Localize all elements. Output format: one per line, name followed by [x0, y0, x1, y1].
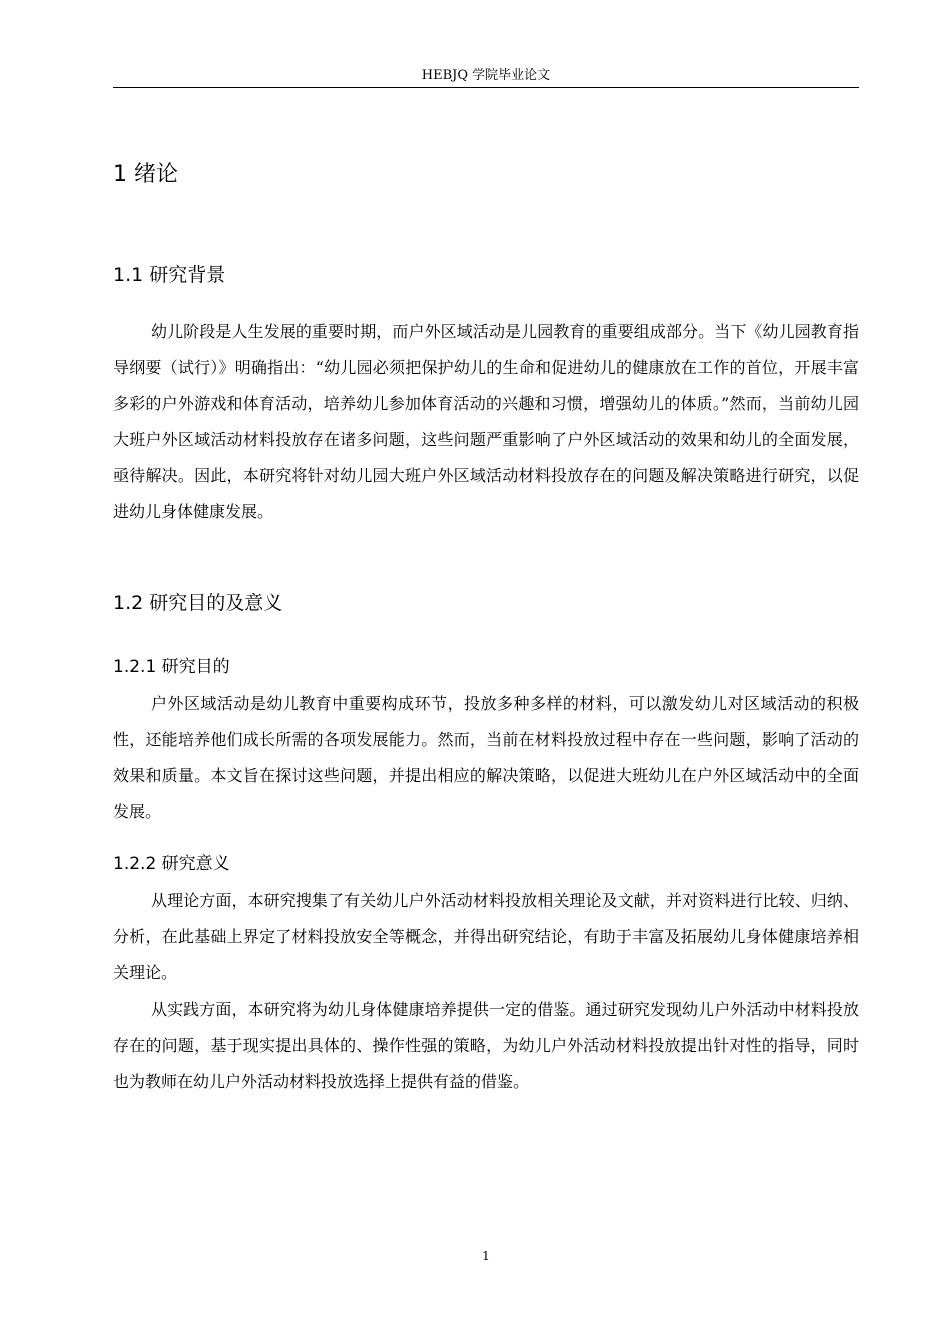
- page-header: HEBJQ 学院毕业论文: [421, 68, 551, 83]
- paragraph-significance-practice: 从实践方面，本研究将为幼儿身体健康培养提供一定的借鉴。通过研究发现幼儿户外活动中材料投放存在的问题，基于现实提出具体的、操作性强的策略，为幼儿户外活动材料投放提出针对性的指导，同时也为教师在幼儿户外活动材料投放选择上提供有益的借鉴。: [113, 1000, 859, 1091]
- paragraph-significance-theory: 从理论方面，本研究搜集了有关幼儿户外活动材料投放相关理论及文献，并对资料进行比较、归纳、分析，在此基础上界定了材料投放安全等概念，并得出研究结论，有助于丰富及拓展幼儿身体健康培养相关理论。: [113, 891, 859, 982]
- section-title-background: 1.1 研究背景: [113, 264, 226, 286]
- page-number: 1: [482, 1249, 490, 1263]
- subsection-title-significance: 1.2.2 研究意义: [113, 854, 230, 874]
- paragraph-purpose: 户外区域活动是幼儿教育中重要构成环节，投放多种多样的材料，可以激发幼儿对区域活动的积极性，还能培养他们成长所需的各项发展能力。然而，当前在材料投放过程中存在一些问题，影响了活动的效果和质量。本文旨在探讨这些问题，并提出相应的解决策略，以促进大班幼儿在户外区域活动中的全面发展。: [113, 694, 859, 821]
- chapter-title: 1 绪论: [113, 162, 178, 187]
- subsection-title-purpose: 1.2.1 研究目的: [113, 657, 230, 677]
- header-rule: [113, 87, 859, 88]
- paragraph-background: 幼儿阶段是人生发展的重要时期，而户外区域活动是儿园教育的重要组成部分。当下《幼儿园教育指导纲要（试行）》明确指出：“幼儿园必须把保护幼儿的生命和促进幼儿的健康放在工作的首位，开展丰富多彩的户外游戏和体育活动，培养幼儿参加体育活动的兴趣和习惯，增强幼儿的体质。”然而，当前幼儿园大班户外区域活动材料投放存在诸多问题，这些问题严重影响了户外区域活动的效果和幼儿的全面发展，亟待解决。因此，本研究将针对幼儿园大班户外区域活动材料投放存在的问题及解决策略进行研究，以促进幼儿身体健康发展。: [113, 322, 859, 521]
- section-title-purpose-significance: 1.2 研究目的及意义: [113, 592, 283, 614]
